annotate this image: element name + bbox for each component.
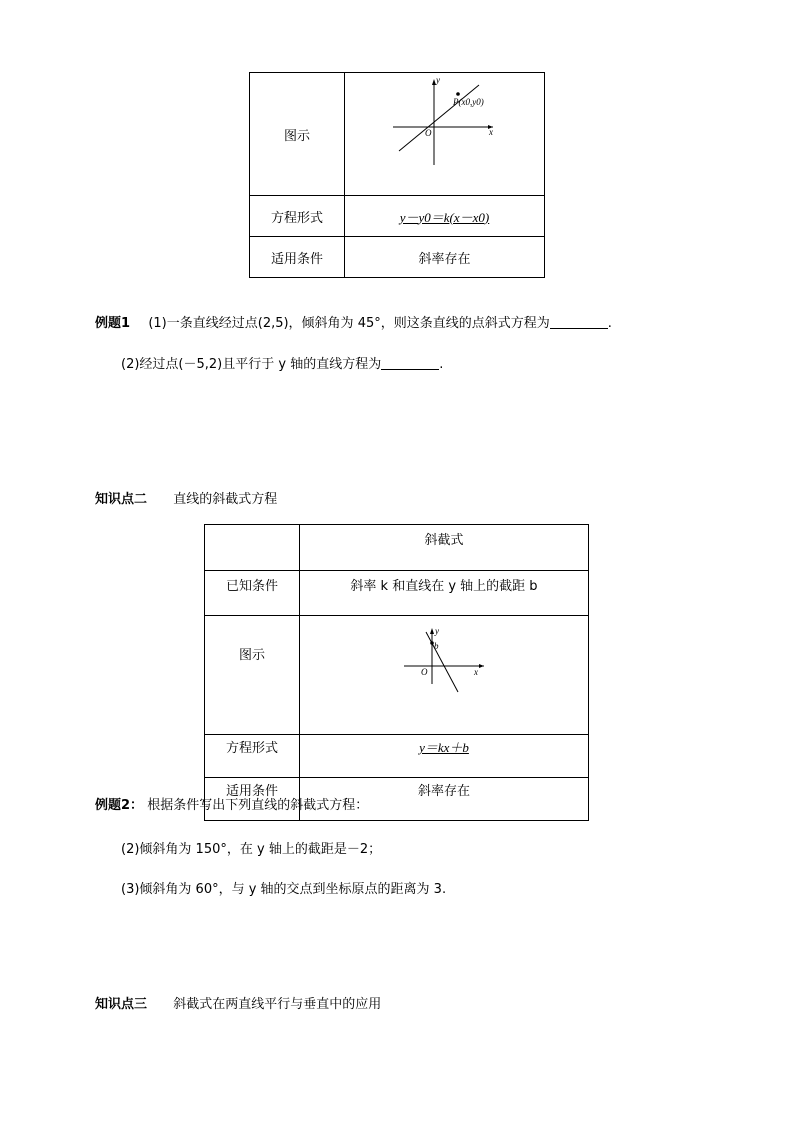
example1-question1: (1)一条直线经过点(2,5)，倾斜角为 45°，则这条直线的点斜式方程为	[148, 316, 550, 331]
table2-header: 斜截式	[300, 525, 589, 571]
table1-condition-label: 适用条件	[250, 237, 345, 278]
table1-form-value: y－y0＝k(x－x0)	[345, 196, 545, 237]
table2-form-value: y＝kx＋b	[300, 735, 589, 778]
point-slope-diagram	[345, 73, 544, 191]
diagram2-x-label: x	[474, 667, 478, 677]
diagram2-origin-label: O	[421, 667, 428, 677]
table2-corner	[205, 525, 300, 571]
diagram2-y-label: y	[435, 628, 439, 636]
slope-intercept-table	[204, 524, 589, 821]
example1: 例题1 (1)一条直线经过点(2,5)，倾斜角为 45°，则这条直线的点斜式方程为 . (2)经过点(－5,2)且平行于 y 轴的直线方程为 .	[95, 316, 612, 372]
section3-heading	[95, 993, 381, 1012]
table2-known-value: 斜率 k 和直线在 y 轴上的截距 b	[300, 571, 589, 616]
example1-blank2[interactable]	[381, 356, 439, 370]
example2-question3: (3)倾斜角为 60°，与 y 轴的交点到坐标原点的距离为 3.	[121, 882, 447, 897]
diagram1-y-label: y	[436, 75, 440, 85]
point-slope-table	[249, 72, 545, 278]
example1-question2: (2)经过点(－5,2)且平行于 y 轴的直线方程为	[121, 357, 382, 372]
table2-form-label: 方程形式	[205, 735, 300, 778]
example1-label: 例题1	[95, 316, 131, 331]
section2-label: 知识点二	[95, 492, 148, 507]
section3-label: 知识点三	[95, 997, 148, 1012]
table1-form-label: 方程形式	[250, 196, 345, 237]
example2-label: 例题2：	[95, 798, 144, 813]
table1-diagram-label: 图示	[250, 73, 345, 196]
table2-condition-value: 斜率存在	[300, 778, 589, 821]
table2-condition-label: 适用条件	[205, 778, 300, 821]
table1-diagram-cell	[345, 73, 545, 196]
example1-blank1[interactable]	[550, 315, 608, 329]
table2-diagram-cell	[300, 616, 589, 735]
section2-title: 直线的斜截式方程	[173, 492, 278, 507]
diagram1-x-label: x	[489, 127, 493, 137]
table2-known-label: 已知条件	[205, 571, 300, 616]
table1-condition-value: 斜率存在	[345, 237, 545, 278]
example2-question2: (2)倾斜角为 150°，在 y 轴上的截距是－2；	[121, 842, 382, 857]
diagram1-point-label: P(x0,y0)	[453, 97, 484, 107]
section2-heading	[95, 488, 277, 507]
diagram2-b-label: b	[434, 641, 439, 651]
table2-diagram-label: 图示	[205, 616, 300, 735]
slope-intercept-diagram	[300, 628, 588, 718]
example2	[95, 794, 715, 904]
section3-title: 斜截式在两直线平行与垂直中的应用	[173, 997, 382, 1012]
example2-intro: 根据条件写出下列直线的斜截式方程：	[147, 798, 369, 813]
diagram1-origin-label: O	[425, 128, 432, 138]
